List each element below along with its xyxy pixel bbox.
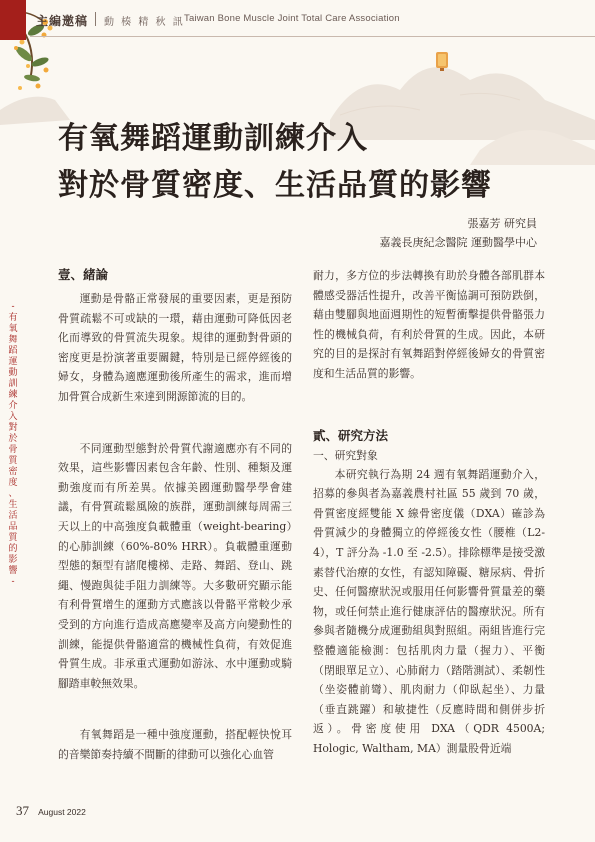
side-title-char: 蹈: [8, 346, 18, 356]
issue-date: August 2022: [38, 807, 86, 817]
article-title-line1: 有氧舞蹈運動訓練介入: [58, 121, 368, 156]
paragraph: 耐力，多方位的步法轉換有助於身體各部肌群本體感受器活性提升，改善平衡協調可預防跌倒，藉由雙腳與地面週期性的短暫衝擊提供骨骼張力性的機械負荷，有利於骨質的生成。因此，本研究的目的是探討有氧舞蹈對停經後婦女的骨質密度和生活品質的影響。: [313, 269, 545, 380]
paragraph: 本研究執行為期 24 週有氧舞蹈運動介入，招募的參與者為嘉義農村社區 55 歲到 70 歲，骨質密度經雙能 X 線骨密度儀（DXA）確診為骨質減少的身體獨立的停經後女性（腰椎（L2-4），T 評分為 -1.0 至 -2.5）。排除標準是接受激素替代治療的女性，有認知障礙、糖尿病、骨折史、任何醫療狀況或服用任何影響骨質量差的藥物，或任何禁止進行健康評估的醫療狀況。所有參與者隨機分成運動組與對照組。兩組皆進行完整體適能檢測：包括肌肉力量（握力）、平衡（閉眼單足立）、心肺耐力（踏階測試）、柔韌性（坐姿體前彎）、肌肉耐力（仰臥起坐）、力量（垂直跳躍）和敏捷性（反應時間和側併步折返）。骨密度使用 DXA（QDR 4500A; Hologic, Waltham, MA）測量股骨近端: [313, 467, 545, 755]
section-heading-intro: 壹、緒論: [58, 267, 109, 282]
side-dash: -: [11, 302, 15, 312]
side-title-char: 對: [8, 423, 18, 433]
side-title-char: 品: [8, 522, 18, 532]
page-number: 37: [16, 803, 29, 818]
article-title-line2: 對於骨質密度、生活品質的影響: [58, 168, 492, 203]
paragraph: 有氧舞蹈是一種中強度運動，搭配輕快悅耳的音樂節奏持續不間斷的律動可以強化心血管: [58, 728, 292, 761]
header-divider: [95, 12, 96, 26]
side-title-char: 氧: [8, 324, 18, 334]
paragraph: 不同運動型態對於骨質代謝適應亦有不同的效果，這些影響因素包含年齡、性別、種類及運動強度而有所差異。依據美國運動醫學學會建議，有骨質疏鬆風險的族群，運動訓練每周需三天以上的中高強度負載體重（weight-bearing）的心肺訓練（60%-80% HRR）。負載體重運動型態的類型有諸爬樓梯、走路、舞蹈、登山、跳繩、慢跑與徒手阻力訓練等。大多數研究顯示能有利骨質增生的運動方式應該以骨骼平常較少承受到的方向進行造成高應變率及高方向變動性的訓練，能提供骨骼適當的機械性負荷，有效促進骨質生成。非承重式運動如游泳、水中運動或騎腳踏車較無效果。: [58, 441, 292, 690]
subsection-heading-subjects: 一、研究對象: [313, 448, 378, 462]
side-title-char: 練: [8, 390, 18, 400]
side-running-title: [6, 302, 20, 588]
page-header: [0, 0, 595, 40]
side-title-char: 的: [8, 544, 18, 554]
side-title-char: 舞: [8, 335, 18, 345]
side-running-title-text: [6, 313, 20, 577]
section-heading-methods: 貳、研究方法: [313, 427, 389, 443]
author-affiliation: 嘉義長庚紀念醫院 運動醫學中心: [379, 236, 537, 249]
side-title-char: 質: [8, 456, 18, 466]
side-title-char: 密: [8, 467, 18, 477]
author-name: 張嘉芳 研究員: [467, 217, 537, 230]
side-dash: -: [11, 577, 15, 587]
side-title-char: 骨: [8, 445, 18, 455]
side-title-char: 動: [8, 368, 18, 378]
side-title-char: 入: [8, 412, 18, 422]
side-title-char: 介: [8, 401, 18, 411]
page-footer: [16, 800, 86, 819]
paragraph: 運動是骨骼正常發展的重要因素，更是預防骨質疏鬆不可或缺的一環，藉由運動可降低因老化而導致的骨質流失現象。規律的運動對骨頭的密度更是扮演著重要關鍵，特別是已經停經後的婦女，身體為適應運動後所產生的需求，進而增加骨質合成新生來達到開源節流的目的。: [58, 292, 292, 403]
header-accent-bar: [0, 0, 26, 40]
left-column: [58, 265, 292, 764]
side-title-char: 影: [8, 555, 18, 565]
side-title-char: 訓: [8, 379, 18, 389]
side-title-char: 度: [8, 478, 18, 488]
side-title-char: 有: [8, 313, 18, 323]
side-title-char: 於: [8, 434, 18, 444]
right-column: [313, 266, 545, 758]
side-title-char: 運: [8, 357, 18, 367]
side-title-char: 響: [8, 566, 18, 576]
side-title-char: 活: [8, 511, 18, 521]
header-rule: [30, 36, 595, 37]
section-category: 主編邀稿: [36, 14, 89, 28]
side-title-char: 生: [8, 500, 18, 510]
side-title-char: 、: [8, 489, 18, 499]
newsletter-name-en: Taiwan Bone Muscle Joint Total Care Association: [184, 13, 400, 24]
side-title-char: 質: [8, 533, 18, 543]
newsletter-name-zh: 動 楱 精 秋 訊: [104, 17, 185, 28]
